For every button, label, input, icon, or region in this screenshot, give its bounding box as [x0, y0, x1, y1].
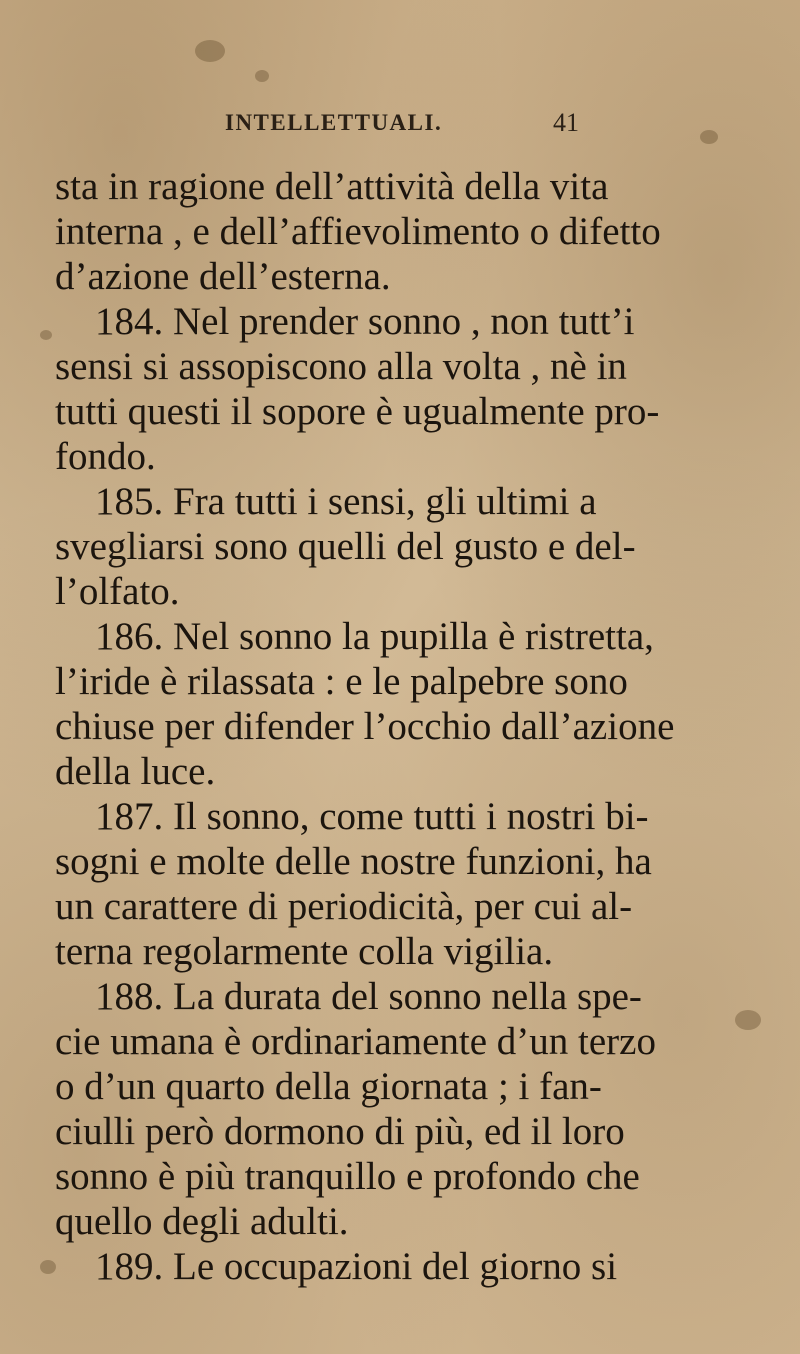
foxing-stain [40, 330, 52, 340]
foxing-stain [40, 1260, 56, 1274]
text-line: 184. Nel prender sonno , non tutt’i [95, 300, 635, 343]
text-line: svegliarsi sono quelli del gusto e del- [55, 525, 636, 568]
text-line: un carattere di periodicità, per cui al- [55, 885, 633, 928]
text-line: d’azione dell’esterna. [55, 255, 391, 298]
running-head: INTELLETTUALI. [225, 110, 443, 135]
foxing-stain [195, 40, 225, 62]
text-line: quello degli adulti. [55, 1200, 349, 1243]
text-line: o d’un quarto della giornata ; i fan- [55, 1065, 602, 1108]
text-line: 189. Le occupazioni del giorno si [95, 1245, 618, 1288]
text-line: 188. La durata del sonno nella spe- [95, 975, 642, 1018]
text-line: sonno è più tranquillo e profondo che [55, 1155, 640, 1198]
text-line: terna regolarmente colla vigilia. [55, 930, 554, 973]
text-line: chiuse per difender l’occhio dall’azione [55, 705, 675, 748]
text-line: sensi si assopiscono alla volta , nè in [55, 345, 627, 388]
text-line: 187. Il sonno, come tutti i nostri bi- [95, 795, 649, 838]
page-number: 41 [553, 108, 579, 137]
text-line: 186. Nel sonno la pupilla è ristretta, [95, 615, 654, 658]
text-line: cie umana è ordinariamente d’un terzo [55, 1020, 656, 1063]
text-line: fondo. [55, 435, 156, 478]
foxing-stain [255, 70, 269, 82]
foxing-stain [735, 1010, 761, 1030]
text-line: 185. Fra tutti i sensi, gli ultimi a [95, 480, 597, 523]
text-line: della luce. [55, 750, 216, 793]
page-header [0, 110, 800, 150]
text-line: l’iride è rilassata : e le palpebre sono [55, 660, 628, 703]
text-line: ciulli però dormono di più, ed il loro [55, 1110, 625, 1153]
text-line: l’olfato. [55, 570, 180, 613]
text-line: sogni e molte delle nostre funzioni, ha [55, 840, 652, 883]
text-line: tutti questi il sopore è ugualmente pro- [55, 390, 660, 433]
text-line: sta in ragione dell’attività della vita [55, 165, 609, 208]
text-line: interna , e dell’affievolimento o difetto [55, 210, 661, 253]
